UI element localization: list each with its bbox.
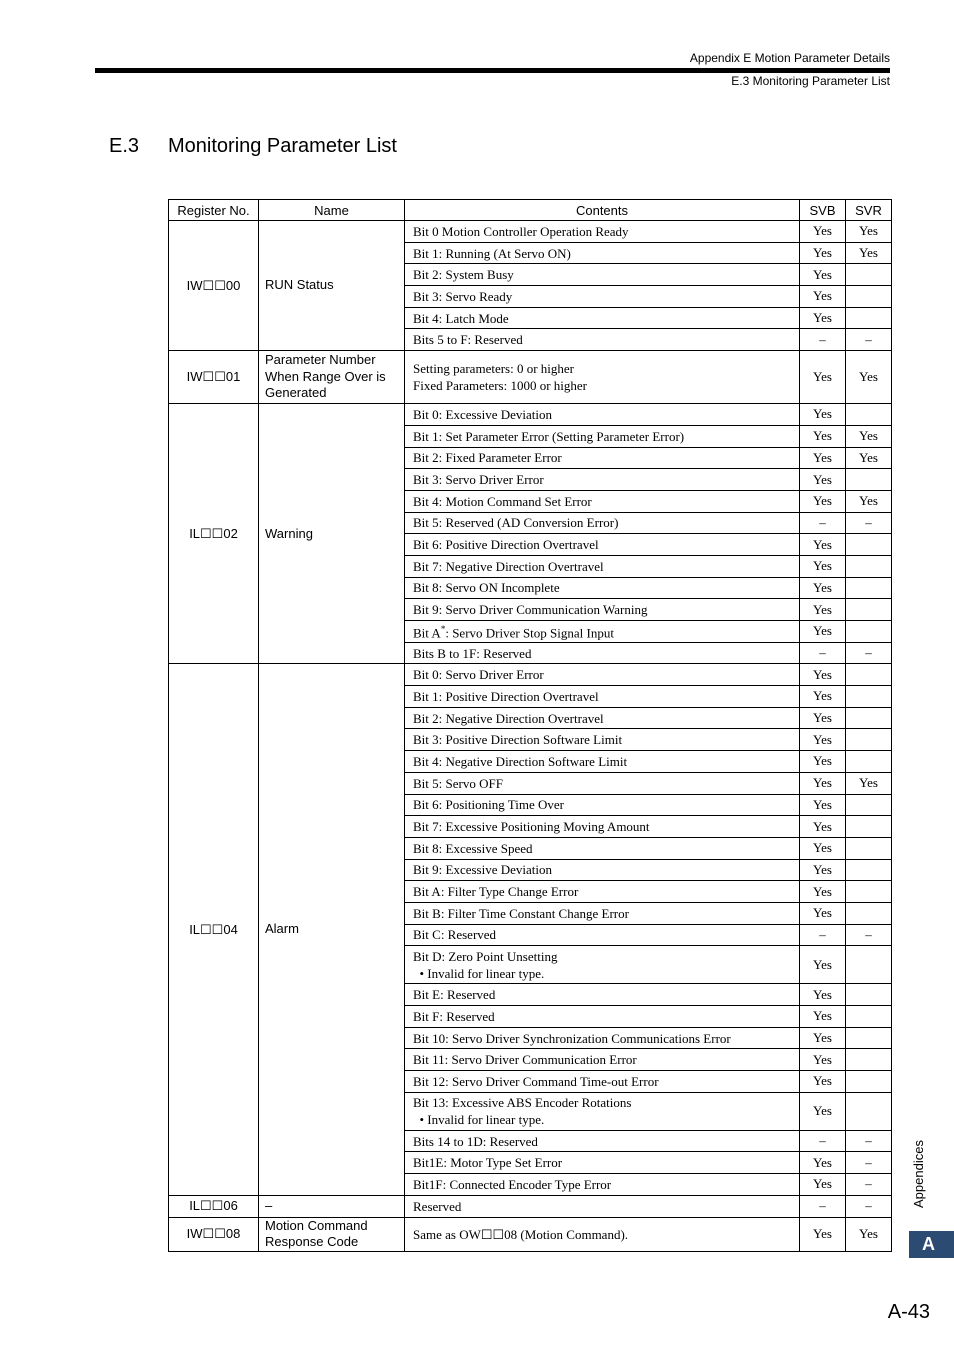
svb-cell: Yes xyxy=(800,599,846,621)
register-number-cell: IW☐☐08 xyxy=(169,1217,259,1251)
svr-cell: Yes xyxy=(846,490,892,512)
svb-cell: Yes xyxy=(800,264,846,286)
svr-cell: – xyxy=(846,1195,892,1217)
contents-cell: Bit 4: Motion Command Set Error xyxy=(405,490,800,512)
svb-cell: Yes xyxy=(800,404,846,426)
contents-cell: Bit 3: Servo Driver Error xyxy=(405,469,800,491)
svb-cell: Yes xyxy=(800,751,846,773)
svr-cell xyxy=(846,307,892,329)
contents-cell: Bit 10: Servo Driver Synchronization Communications Error xyxy=(405,1027,800,1049)
svr-cell: Yes xyxy=(846,242,892,264)
table-row xyxy=(169,1217,892,1251)
svr-cell xyxy=(846,599,892,621)
svr-cell xyxy=(846,664,892,686)
register-number-cell: IL☐☐04 xyxy=(169,664,259,1195)
svr-cell xyxy=(846,729,892,751)
appendix-tab-badge: A xyxy=(909,1231,954,1258)
header-svr: SVR xyxy=(846,200,892,221)
svb-cell: Yes xyxy=(800,469,846,491)
svr-cell: Yes xyxy=(846,447,892,469)
svb-cell: Yes xyxy=(800,621,846,643)
svb-cell: Yes xyxy=(800,686,846,708)
svr-cell xyxy=(846,686,892,708)
svr-cell xyxy=(846,534,892,556)
svr-cell xyxy=(846,577,892,599)
contents-cell: Bit 8: Excessive Speed xyxy=(405,837,800,859)
contents-cell: Bits B to 1F: Reserved xyxy=(405,642,800,664)
svb-cell: Yes xyxy=(800,837,846,859)
contents-cell: Bit 3: Servo Ready xyxy=(405,286,800,308)
contents-cell: Bit D: Zero Point Unsetting • Invalid for linear type. xyxy=(405,946,800,984)
svb-cell: Yes xyxy=(800,984,846,1006)
svr-cell: – xyxy=(846,512,892,534)
svb-cell: Yes xyxy=(800,729,846,751)
register-number-cell: IW☐☐01 xyxy=(169,351,259,404)
svb-cell: – xyxy=(800,329,846,351)
parameter-name-cell: Parameter Number When Range Over is Generated xyxy=(259,351,405,404)
svr-cell xyxy=(846,881,892,903)
contents-cell: Bit 6: Positive Direction Overtravel xyxy=(405,534,800,556)
contents-cell: Bits 14 to 1D: Reserved xyxy=(405,1130,800,1152)
svb-cell: Yes xyxy=(800,1006,846,1028)
contents-cell: Bit 0 Motion Controller Operation Ready xyxy=(405,221,800,243)
contents-cell: Bit E: Reserved xyxy=(405,984,800,1006)
svr-cell xyxy=(846,555,892,577)
contents-cell: Bit 4: Latch Mode xyxy=(405,307,800,329)
svb-cell: Yes xyxy=(800,425,846,447)
svb-cell: Yes xyxy=(800,772,846,794)
svb-cell: Yes xyxy=(800,490,846,512)
running-header-appendix: Appendix E Motion Parameter Details xyxy=(689,51,890,65)
svr-cell xyxy=(846,984,892,1006)
register-number-cell: IL☐☐02 xyxy=(169,404,259,664)
svr-cell xyxy=(846,902,892,924)
table-row xyxy=(169,351,892,404)
contents-cell: Bit 9: Excessive Deviation xyxy=(405,859,800,881)
svr-cell xyxy=(846,1071,892,1093)
contents-cell: Bit 0: Servo Driver Error xyxy=(405,664,800,686)
section-title-text: Monitoring Parameter List xyxy=(168,135,397,157)
svb-cell: Yes xyxy=(800,1027,846,1049)
table-row xyxy=(169,1195,892,1217)
table-row xyxy=(169,221,892,243)
table-header-row xyxy=(169,200,892,221)
parameter-name-cell: Warning xyxy=(259,404,405,664)
contents-cell: Bit 7: Negative Direction Overtravel xyxy=(405,555,800,577)
svb-cell: Yes xyxy=(800,555,846,577)
svb-cell: – xyxy=(800,1195,846,1217)
svb-cell: Yes xyxy=(800,881,846,903)
contents-cell: Bit 0: Excessive Deviation xyxy=(405,404,800,426)
contents-cell: Bit F: Reserved xyxy=(405,1006,800,1028)
svr-cell xyxy=(846,794,892,816)
svb-cell: Yes xyxy=(800,859,846,881)
svr-cell: Yes xyxy=(846,772,892,794)
contents-cell: Bit 8: Servo ON Incomplete xyxy=(405,577,800,599)
svb-cell: Yes xyxy=(800,307,846,329)
contents-cell: Bit 2: System Busy xyxy=(405,264,800,286)
contents-cell: Setting parameters: 0 or higher Fixed Parameters: 1000 or higher xyxy=(405,351,800,404)
svr-cell: Yes xyxy=(846,351,892,404)
svr-cell: – xyxy=(846,924,892,946)
svr-cell xyxy=(846,621,892,643)
svb-cell: Yes xyxy=(800,221,846,243)
section-number: E.3 xyxy=(109,135,140,157)
running-header-section: E.3 Monitoring Parameter List xyxy=(731,74,890,88)
svr-cell xyxy=(846,946,892,984)
contents-cell: Bit 1: Set Parameter Error (Setting Parameter Error) xyxy=(405,425,800,447)
svr-cell: – xyxy=(846,1174,892,1196)
svr-cell: – xyxy=(846,329,892,351)
svr-cell: – xyxy=(846,1130,892,1152)
contents-cell: Bit C: Reserved xyxy=(405,924,800,946)
contents-cell: Bit 4: Negative Direction Software Limit xyxy=(405,751,800,773)
svr-cell xyxy=(846,707,892,729)
svr-cell xyxy=(846,1006,892,1028)
svb-cell: Yes xyxy=(800,1049,846,1071)
contents-cell: Same as OW☐☐08 (Motion Command). xyxy=(405,1217,800,1251)
svb-cell: Yes xyxy=(800,447,846,469)
svb-cell: Yes xyxy=(800,577,846,599)
svb-cell: Yes xyxy=(800,816,846,838)
svb-cell: Yes xyxy=(800,946,846,984)
contents-cell: Bit 1: Positive Direction Overtravel xyxy=(405,686,800,708)
svr-cell xyxy=(846,286,892,308)
appendices-side-label xyxy=(906,1130,932,1215)
contents-cell: Bit 12: Servo Driver Command Time-out Error xyxy=(405,1071,800,1093)
header-svb: SVB xyxy=(800,200,846,221)
table-row xyxy=(169,664,892,686)
svb-cell: Yes xyxy=(800,1217,846,1251)
parameter-name-cell: RUN Status xyxy=(259,221,405,351)
parameter-name-cell: Motion Command Response Code xyxy=(259,1217,405,1251)
contents-cell: Bit B: Filter Time Constant Change Error xyxy=(405,902,800,924)
contents-cell: Bit 9: Servo Driver Communication Warning xyxy=(405,599,800,621)
svb-cell: Yes xyxy=(800,242,846,264)
svr-cell: Yes xyxy=(846,1217,892,1251)
svr-cell xyxy=(846,859,892,881)
page-number: A-43 xyxy=(887,1301,930,1323)
svr-cell: Yes xyxy=(846,221,892,243)
contents-cell: Bit1F: Connected Encoder Type Error xyxy=(405,1174,800,1196)
svr-cell xyxy=(846,751,892,773)
svr-cell xyxy=(846,1092,892,1130)
svr-cell: – xyxy=(846,642,892,664)
svr-cell xyxy=(846,264,892,286)
svb-cell: – xyxy=(800,1130,846,1152)
contents-cell: Bit 2: Fixed Parameter Error xyxy=(405,447,800,469)
contents-cell: Bit1E: Motor Type Set Error xyxy=(405,1152,800,1174)
contents-cell: Bit 5: Reserved (AD Conversion Error) xyxy=(405,512,800,534)
svr-cell xyxy=(846,404,892,426)
svb-cell: Yes xyxy=(800,1092,846,1130)
contents-cell: Bit 11: Servo Driver Communication Error xyxy=(405,1049,800,1071)
svb-cell: – xyxy=(800,642,846,664)
side-label-text: Appendices xyxy=(911,1140,926,1208)
svb-cell: Yes xyxy=(800,351,846,404)
header-contents: Contents xyxy=(405,200,800,221)
svb-cell: Yes xyxy=(800,902,846,924)
section-title xyxy=(109,135,397,158)
svb-cell: – xyxy=(800,924,846,946)
svb-cell: Yes xyxy=(800,664,846,686)
svb-cell: Yes xyxy=(800,1174,846,1196)
svr-cell xyxy=(846,1049,892,1071)
svr-cell: Yes xyxy=(846,425,892,447)
register-number-cell: IL☐☐06 xyxy=(169,1195,259,1217)
svb-cell: Yes xyxy=(800,794,846,816)
svr-cell xyxy=(846,816,892,838)
contents-cell: Bit 1: Running (At Servo ON) xyxy=(405,242,800,264)
svr-cell: – xyxy=(846,1152,892,1174)
header-name: Name xyxy=(259,200,405,221)
svr-cell xyxy=(846,469,892,491)
contents-cell: Bit 13: Excessive ABS Encoder Rotations • Invalid for linear type. xyxy=(405,1092,800,1130)
svr-cell xyxy=(846,1027,892,1049)
contents-cell: Bit 2: Negative Direction Overtravel xyxy=(405,707,800,729)
header-rule xyxy=(95,68,890,73)
svr-cell xyxy=(846,837,892,859)
contents-cell: Reserved xyxy=(405,1195,800,1217)
parameter-name-cell: Alarm xyxy=(259,664,405,1195)
contents-cell: Bits 5 to F: Reserved xyxy=(405,329,800,351)
svb-cell: Yes xyxy=(800,1152,846,1174)
header-register-no: Register No. xyxy=(169,200,259,221)
svb-cell: Yes xyxy=(800,286,846,308)
contents-cell: Bit 7: Excessive Positioning Moving Amount xyxy=(405,816,800,838)
footnote-marker: * xyxy=(440,624,446,635)
contents-cell: Bit 6: Positioning Time Over xyxy=(405,794,800,816)
svb-cell: Yes xyxy=(800,707,846,729)
register-number-cell: IW☐☐00 xyxy=(169,221,259,351)
parameter-name-cell: – xyxy=(259,1195,405,1217)
contents-cell: Bit 3: Positive Direction Software Limit xyxy=(405,729,800,751)
contents-cell: Bit 5: Servo OFF xyxy=(405,772,800,794)
contents-cell: Bit A*: Servo Driver Stop Signal Input xyxy=(405,621,800,643)
table-row xyxy=(169,404,892,426)
svb-cell: Yes xyxy=(800,534,846,556)
svb-cell: – xyxy=(800,512,846,534)
monitoring-parameter-table xyxy=(168,199,892,1252)
svb-cell: Yes xyxy=(800,1071,846,1093)
contents-cell: Bit A: Filter Type Change Error xyxy=(405,881,800,903)
